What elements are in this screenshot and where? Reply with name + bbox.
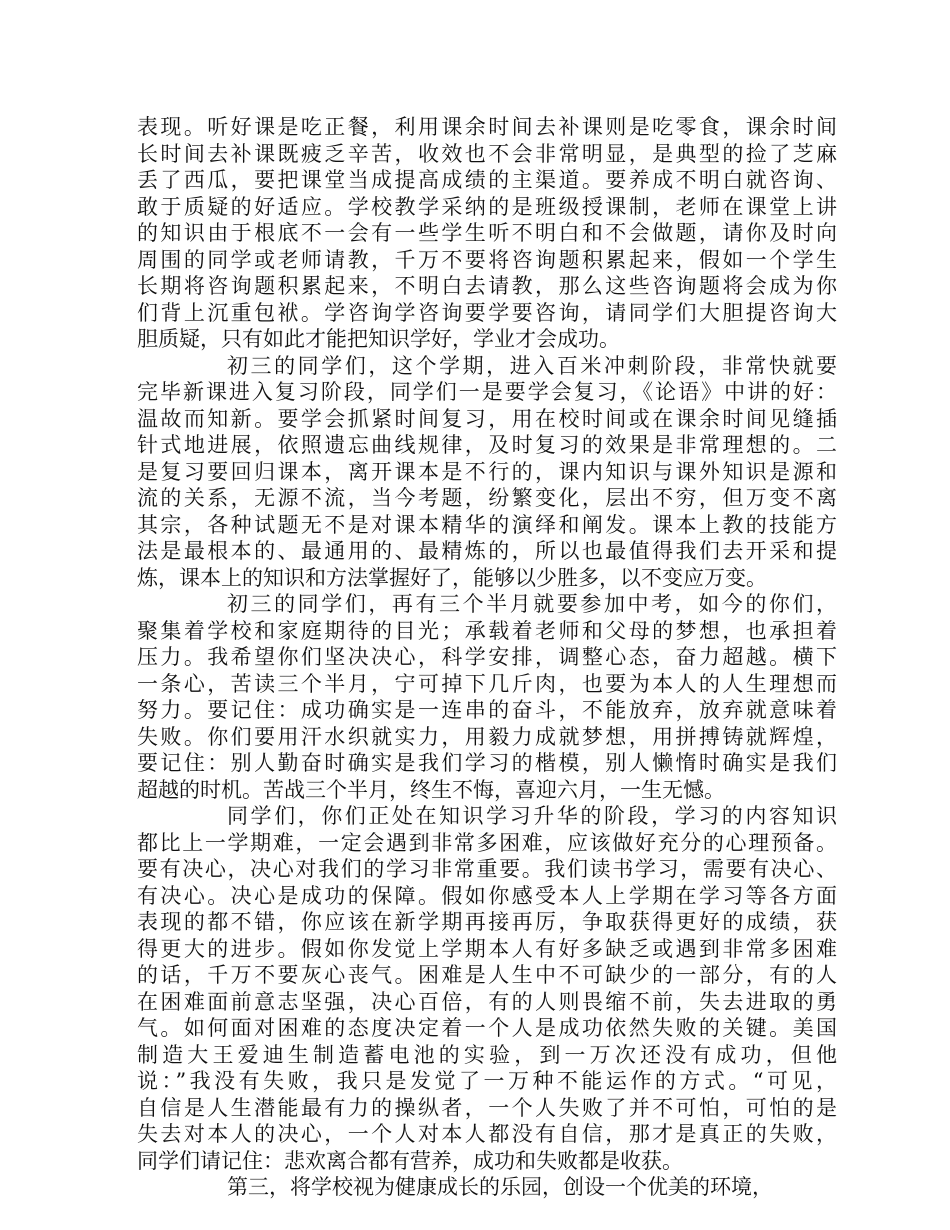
text-line: 完毕新课进入复习阶段，同学们一是要学会复习，《论语》中讲的好： [137, 380, 837, 404]
text-line: 敢于质疑的好适应。学校教学采纳的是班级授课制，老师在课堂上讲 [137, 194, 837, 219]
paragraph-1 [137, 114, 837, 353]
text-line: 是复习要回归课本，离开课本是不行的，课内知识与课外知识是源和 [137, 459, 837, 484]
text-line: 都比上一学期难，一定会遇到非常多困难，应该做好充分的心理预备。 [137, 830, 837, 855]
text-line: 说：”我没有失败，我只是发觉了一万种不能运作的方式。“可见， [137, 1069, 837, 1093]
text-line: 要有决心，决心对我们的学习非常重要。我们读书学习，需要有决心、 [137, 857, 837, 881]
text-line: 一条心，苦读三个半月，宁可掉下几斤肉，也要为本人的人生理想而 [137, 671, 837, 696]
text-line: 得更大的进步。假如你发觉上学期本人有好多缺乏或遇到非常多困难 [137, 936, 837, 961]
text-line: 流的关系，无源不流，当今考题，纷繁变化，层出不穷，但万变不离 [137, 486, 837, 510]
text-line: 同学们请记住：悲欢离合都有营养，成功和失败都是收获。 [137, 1148, 683, 1173]
text-line: 法是最根本的、最通用的、最精炼的，所以也最值得我们去开采和提 [137, 539, 837, 563]
text-line: 长时间去补课既疲乏辛苦，收效也不会非常明显，是典型的捡了芝麻 [137, 141, 837, 166]
text-line: 制造大王爱迪生制造蓄电池的实验，到一万次还没有成功，但他 [137, 1042, 837, 1067]
paragraph-4 [137, 803, 837, 1174]
text-line: 针式地进展，依照遗忘曲线规律，及时复习的效果是非常理想的。二 [137, 433, 837, 457]
paragraph-2 [137, 353, 837, 592]
text-line: 压力。我希望你们坚决决心，科学安排，调整心态，奋力超越。横下 [137, 645, 837, 669]
text-line: 有决心。决心是成功的保障。假如你感受本人上学期在学习等各方面 [137, 883, 837, 908]
text-line: 同学们，你们正处在知识学习升华的阶段，学习的内容知识 [227, 804, 837, 828]
text-line: 失去对本人的决心，一个人对本人都没有自信，那才是真正的失败， [137, 1122, 837, 1146]
text-line: 初三的同学们，再有三个半月就要参加中考，如今的你们， [227, 592, 837, 616]
text-line: 表现的都不错，你应该在新学期再接再厉，争取获得更好的成绩，获 [137, 910, 837, 934]
text-line: 丢了西瓜，要把课堂当成提高成绩的主渠道。要养成不明白就咨询、 [137, 168, 837, 192]
text-line: 聚集着学校和家庭期待的目光；承载着老师和父母的梦想，也承担着 [137, 618, 837, 643]
text-line: 第三，将学校视为健康成长的乐园，创设一个优美的环境， [227, 1175, 773, 1199]
text-line: 努力。要记住：成功确实是一连串的奋斗，不能放弃，放弃就意味着 [137, 698, 837, 722]
text-line: 温故而知新。要学会抓紧时间复习，用在校时间或在课余时间见缝插 [137, 406, 837, 431]
text-line: 初三的同学们，这个学期，进入百米冲刺阶段，非常快就要 [227, 353, 837, 378]
text-line: 的话，千万不要灰心丧气。困难是人生中不可缺少的一部分，有的人 [137, 963, 837, 987]
document-body [137, 114, 837, 1201]
text-line: 长期将咨询题积累起来，不明白去请教，那么这些咨询题将会成为你 [137, 274, 837, 298]
text-line: 表现。听好课是吃正餐，利用课余时间去补课则是吃零食，课余时间 [137, 115, 837, 139]
text-line: 在困难面前意志坚强，决心百倍，有的人则畏缩不前，失去进取的勇 [137, 989, 837, 1014]
text-line: 其宗，各种试题无不是对课本精华的演绎和阐发。课本上教的技能方 [137, 512, 837, 537]
paragraph-5 [137, 1174, 837, 1201]
text-line: 要记住：别人勤奋时确实是我们学习的楷模，别人懒惰时确实是我们 [137, 751, 837, 775]
text-line: 失败。你们要用汗水织就实力，用毅力成就梦想，用拼搏铸就辉煌， [137, 724, 837, 749]
text-line: 自信是人生潜能最有力的操纵者，一个人失败了并不可怕，可怕的是 [137, 1095, 837, 1120]
text-line: 们背上沉重包袱。学咨询学咨询要学要咨询，请同学们大胆提咨询大 [137, 300, 837, 325]
text-line: 气。如何面对困难的态度决定着一个人是成功依然失败的关键。美国 [137, 1016, 837, 1040]
text-line: 超越的时机。苦战三个半月，终生不悔，喜迎六月，一生无憾。 [137, 777, 725, 802]
text-line: 炼，课本上的知识和方法掌握好了，能够以少胜多，以不变应万变。 [137, 565, 767, 590]
text-line: 周围的同学或老师请教，千万不要将咨询题积累起来，假如一个学生 [137, 247, 837, 272]
text-line: 的知识由于根底不一会有一些学生听不明白和不会做题，请你及时向 [137, 221, 837, 245]
text-line: 胆质疑，只有如此才能把知识学好，学业才会成功。 [137, 327, 620, 351]
paragraph-3 [137, 591, 837, 803]
